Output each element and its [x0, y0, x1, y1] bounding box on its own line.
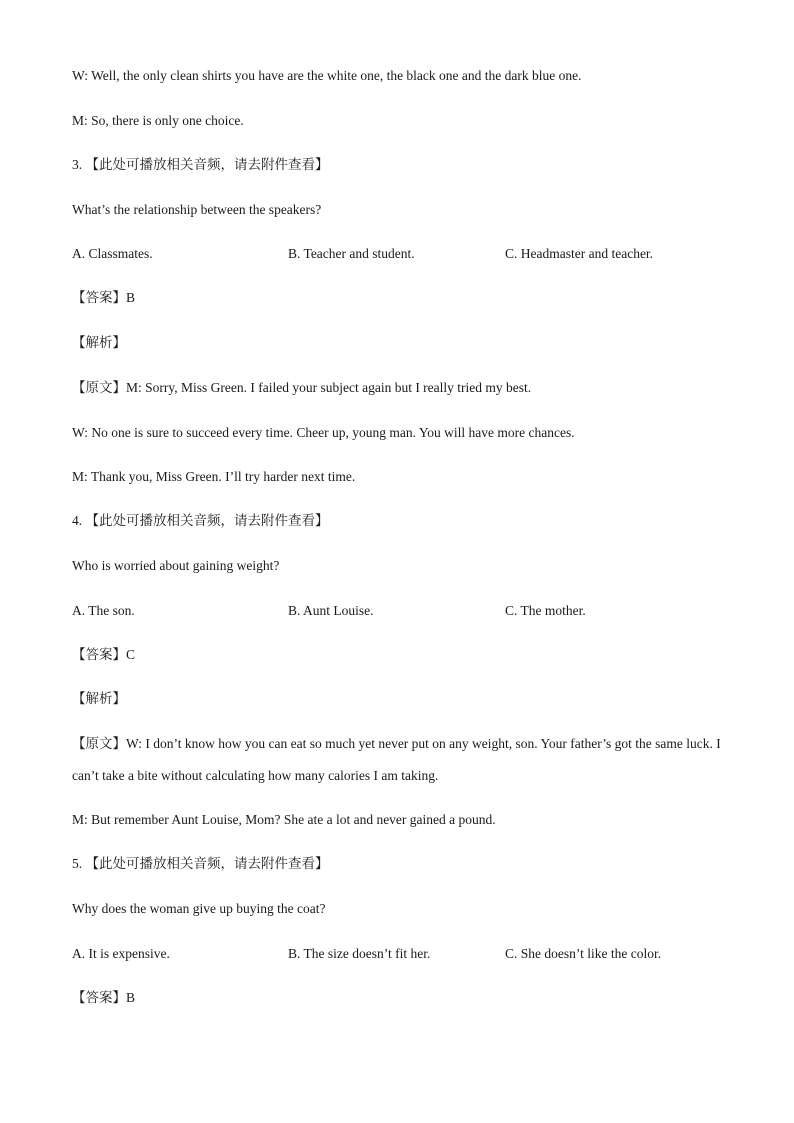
audio-placeholder: 【此处可播放相关音频，请去附件查看】 [85, 513, 329, 529]
question-number: 5. [72, 856, 83, 871]
analysis-label: 【解析】 [72, 691, 126, 707]
dialogue-line: M: So, there is only one choice. [72, 113, 244, 128]
answer-label: 【答案】 [72, 290, 126, 306]
option-b: B. Teacher and student. [288, 246, 415, 261]
question-5-text: Why does the woman give up buying the coat? [72, 901, 326, 916]
transcript-line: W: No one is sure to succeed every time. Cheer up, young man. You will have more chances. [72, 425, 575, 440]
original-label: 【原文】 [72, 380, 126, 396]
option-b: B. Aunt Louise. [288, 603, 374, 618]
option-b: B. The size doesn’t fit her. [288, 946, 431, 961]
question-3-text: What’s the relationship between the speakers? [72, 202, 322, 217]
question-3-answer [72, 289, 135, 307]
question-5-options [72, 945, 732, 963]
question-5-answer [72, 989, 135, 1007]
option-c: C. She doesn’t like the color. [505, 946, 662, 961]
question-4-header [72, 512, 329, 530]
question-4-options [72, 602, 732, 620]
question-5-header [72, 855, 329, 873]
question-3-analysis [72, 334, 126, 352]
analysis-label: 【解析】 [72, 335, 126, 351]
option-c: C. Headmaster and teacher. [505, 246, 654, 261]
transcript-line: 【原文】M: Sorry, Miss Green. I failed your subject again but I really tried my best. [72, 380, 532, 396]
question-4-answer [72, 646, 135, 664]
audio-placeholder: 【此处可播放相关音频，请去附件查看】 [85, 157, 329, 173]
original-label: 【原文】 [72, 736, 126, 752]
answer-label: 【答案】 [72, 990, 126, 1006]
transcript-line: 【原文】W: I don’t know how you can eat so much yet never put on any weight, son. Your father’s got the same luck. I can’t take a bite without calculating how many calories I am taking. [72, 736, 721, 783]
question-number: 4. [72, 513, 83, 528]
option-c: C. The mother. [505, 603, 586, 618]
answer-value: B [126, 290, 136, 305]
answer-label: 【答案】 [72, 647, 126, 663]
answer-value: B [126, 990, 136, 1005]
answer-value: C [126, 647, 136, 662]
transcript-line: M: But remember Aunt Louise, Mom? She ate a lot and never gained a pound. [72, 812, 496, 827]
option-a: A. It is expensive. [72, 946, 170, 961]
question-4-analysis [72, 690, 126, 708]
transcript-line: M: Thank you, Miss Green. I’ll try harder next time. [72, 469, 356, 484]
audio-placeholder: 【此处可播放相关音频，请去附件查看】 [85, 856, 329, 872]
question-3-options [72, 245, 732, 263]
question-number: 3. [72, 157, 83, 172]
option-a: A. The son. [72, 603, 135, 618]
question-4-text: Who is worried about gaining weight? [72, 558, 280, 573]
option-a: A. Classmates. [72, 246, 153, 261]
question-3-header [72, 156, 329, 174]
dialogue-line: W: Well, the only clean shirts you have are the white one, the black one and the dark blue one. [72, 68, 582, 83]
